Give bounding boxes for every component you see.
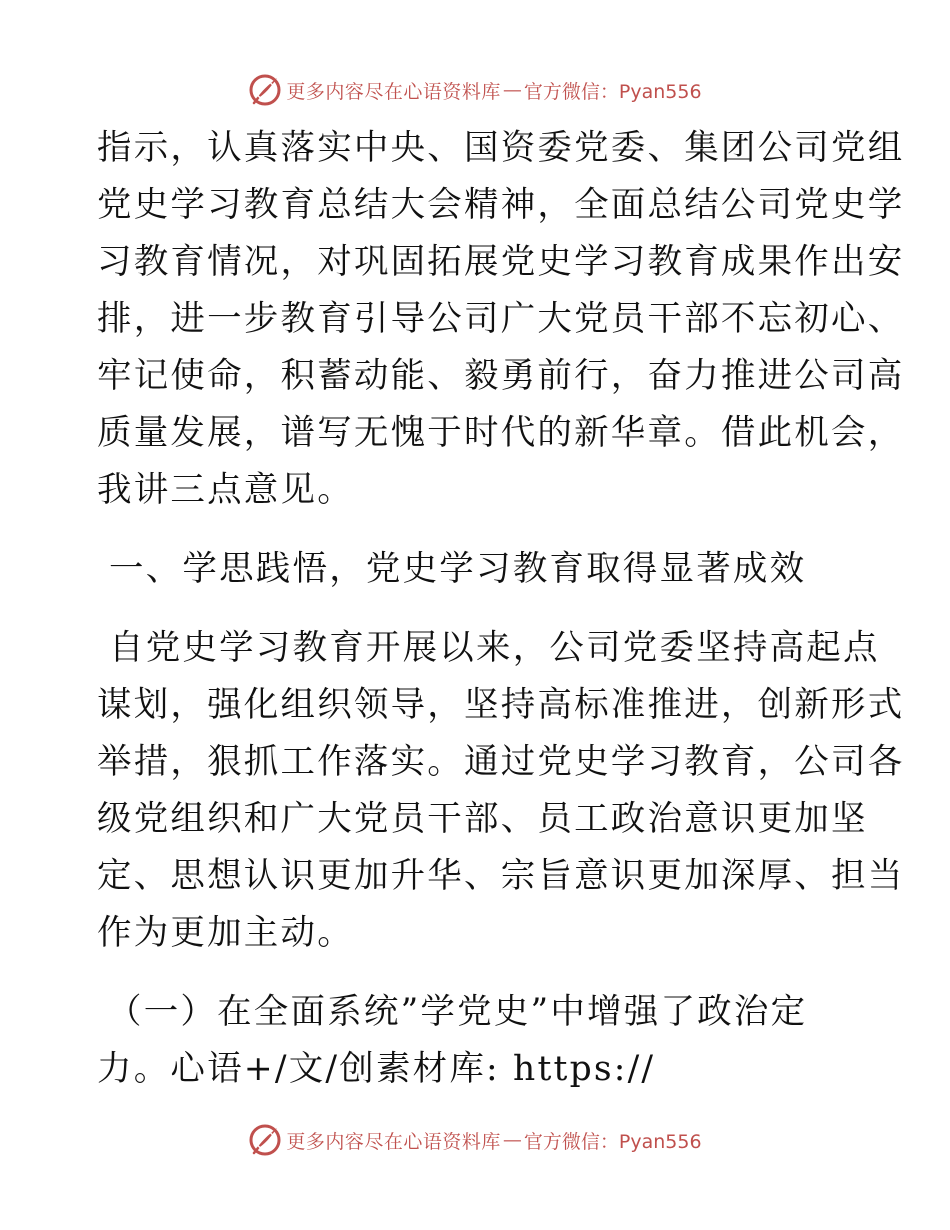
footer-brand-text: 更多内容尽在心语资料库 — [286, 1130, 501, 1153]
text-line: 谋划，强化组织领导，坚持高标准推进，创新形式 — [97, 685, 905, 725]
footer-banner — [0, 1120, 950, 1160]
paragraph-gap — [97, 598, 857, 620]
text-line: 牢记使命，积蓄动能、毅勇前行，奋力推进公司高 — [97, 356, 905, 396]
section-heading: 一、学思践悟，党史学习教育取得显著成效 — [109, 549, 807, 589]
text-line: 定、思想认识更加升华、宗旨意识更加深厚、担当 — [97, 856, 905, 896]
feather-pen-circle-logo-icon — [248, 73, 282, 107]
text-line: 排，进一步教育引导公司广大党员干部不忘初心、 — [97, 299, 905, 339]
text-line: 力。心语+/文/创素材库: https:// — [97, 1049, 656, 1089]
text-line: 习教育情况，对巩固拓展党史学习教育成果作出安 — [97, 242, 905, 282]
header-separator: — — [502, 79, 522, 101]
text-line: 我讲三点意见。 — [97, 470, 354, 510]
text-line: 举措，狠抓工作落实。通过党史学习教育，公司各 — [97, 742, 905, 782]
text-line: 作为更加主动。 — [97, 913, 354, 953]
document-body — [97, 120, 905, 1098]
header-brand-text: 更多内容尽在心语资料库 — [286, 80, 501, 103]
text-line: （一）在全面系统”学党史”中增强了政治定 — [107, 992, 808, 1032]
footer-separator: — — [502, 1129, 522, 1151]
paragraph-gap — [97, 519, 857, 541]
header-contact: 官方微信：Pyan556 — [523, 80, 702, 103]
text-line: 级党组织和广大党员干部、员工政治意识更加坚 — [97, 799, 868, 839]
text-line: 质量发展，谱写无愧于时代的新华章。借此机会， — [97, 413, 905, 453]
paragraph-2 — [97, 620, 905, 962]
text-line: 党史学习教育总结大会精神，全面总结公司党史学 — [97, 185, 905, 225]
paragraph-gap — [97, 962, 857, 984]
text-line: 自党史学习教育开展以来，公司党委坚持高起点 — [109, 628, 880, 668]
footer-contact: 官方微信：Pyan556 — [523, 1130, 702, 1153]
subsection-heading — [97, 984, 857, 1098]
feather-pen-circle-logo-icon — [248, 1123, 282, 1157]
paragraph-1 — [97, 120, 905, 519]
header-banner — [0, 70, 950, 110]
text-line: 指示，认真落实中央、国资委党委、集团公司党组 — [97, 128, 905, 168]
